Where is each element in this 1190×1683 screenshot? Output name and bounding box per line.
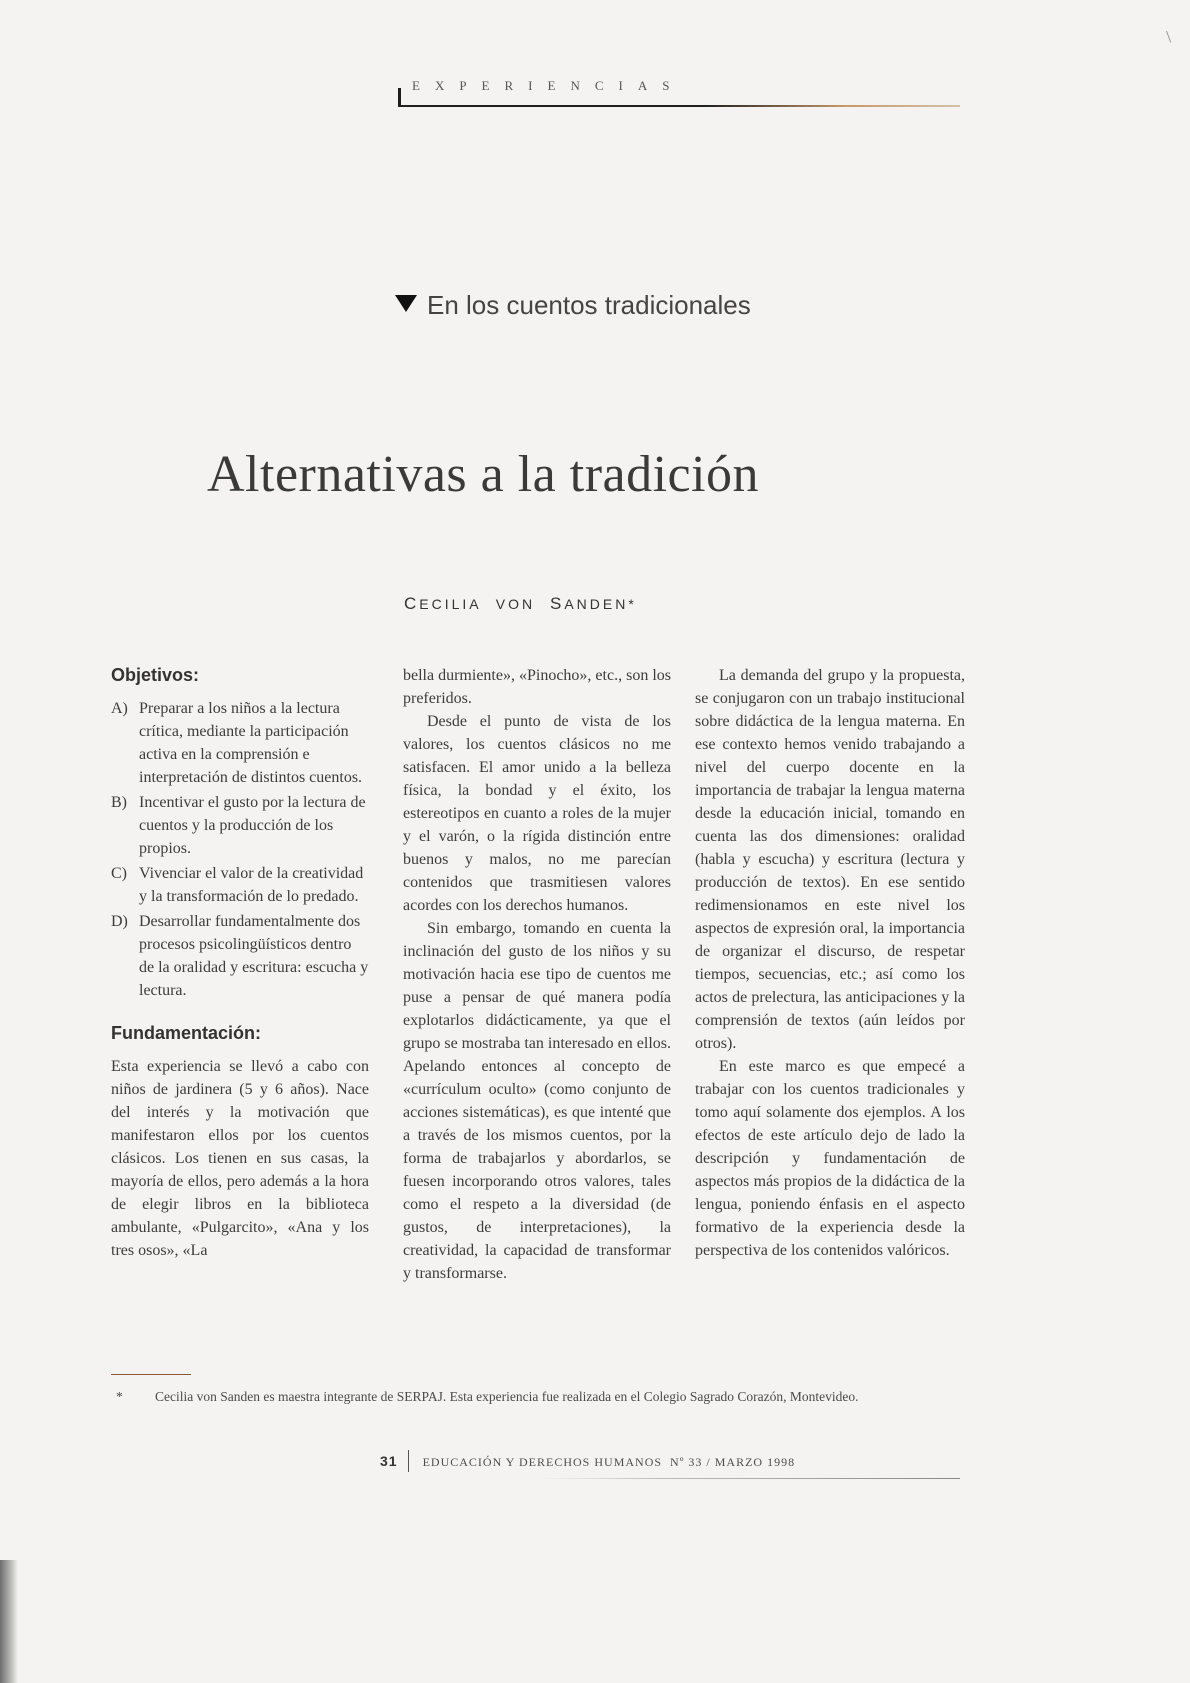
fundamentacion-heading: Fundamentación:	[111, 1023, 262, 1043]
fundamentacion-paragraph: Esta experiencia se llevó a cabo con niños de jardinera (5 y 6 años). Nace del interés y la motivación que manifestaron ellos por los cuentos clásicos. Los tienen en sus casas, la mayoría de ellos, pero además a la hora de elegir libros en la biblioteca ambulante, «Pulgarcito», «Ana y los tres osos», «La	[111, 1058, 369, 1259]
author-last: SANDEN	[550, 594, 629, 613]
footnote-rule	[111, 1374, 191, 1375]
author-particle: VON	[495, 596, 536, 612]
footnote	[111, 1388, 931, 1406]
scan-edge-shadow	[0, 1560, 18, 1683]
section-header	[398, 78, 960, 106]
column-1	[111, 664, 369, 1262]
author-mark: *	[628, 596, 637, 612]
author-line	[404, 594, 637, 614]
section-bar	[398, 88, 401, 106]
list-item: A) Preparar a los niños a la lectura crítica, mediante la participación activa en la comprensión e interpretación de distintos cuentos.	[111, 700, 363, 786]
publication-name: EDUCACIÓN Y DERECHOS HUMANOS	[422, 1455, 663, 1469]
objetivos-heading: Objetivos:	[111, 665, 200, 685]
section-label: EXPERIENCIAS	[412, 78, 685, 93]
subheading-text: En los cuentos tradicionales	[427, 290, 751, 320]
subheading	[395, 290, 751, 321]
paragraph: Desde el punto de vista de los valores, los cuentos clásicos no me satisfacen. El amor unido a la belleza física, la bondad y el éxito, los estereotipos en cuanto a roles de la mujer y el varón, o la rígida distinción entre buenos y malos, no me parecían contenidos que trasmitiesen valores acordes con los derechos humanos.	[403, 713, 671, 914]
objetivos-list	[111, 697, 369, 1002]
list-item: C) Vivenciar el valor de la creatividad y la transformación de lo predado.	[111, 865, 364, 905]
article-title: Alternativas a la tradición	[207, 446, 760, 503]
paragraph: La demanda del grupo y la propuesta, se conjugaron con un trabajo institucional sobre didáctica de la lengua materna. En ese contexto hemos venido trabajando a nivel del cuerpo docente en la importancia de trabajar la lengua materna desde la educación inicial, tomando en cuenta las dos dimensiones: oralidad (habla y escucha) y escritura (lectura y producción de textos). En ese sentido redimensionamos en este nivel los aspectos de expresión oral, la importancia de organizar el discurso, de respetar tiempos, secuencias, etc.; así como los actos de prelectura, las anticipaciones y la comprensión de textos (aún leídos por otros).	[695, 667, 965, 1052]
list-item: D) Desarrollar fundamentalmente dos procesos psicolingüísticos dentro de la oralidad y escritura: escucha y lectura.	[111, 913, 369, 999]
section-rule	[398, 105, 960, 107]
page-number: 31	[380, 1453, 398, 1469]
column-2	[403, 664, 671, 1285]
author-first: CECILIA	[404, 594, 481, 613]
list-item: B) Incentivar el gusto por la lectura de cuentos y la producción de los propios.	[111, 794, 366, 857]
triangle-down-icon	[395, 295, 417, 312]
footnote-text: Cecilia von Sanden es maestra integrante de SERPAJ. Esta experiencia fue realizada en el Colegio Sagrado Corazón, Montevideo.	[155, 1389, 859, 1404]
paragraph: En este marco es que empecé a trabajar con los cuentos tradicionales y tomo aquí solamente dos ejemplos. A los efectos de este artículo dejo de lado la descripción y fundamentación de aspectos más propios de la didáctica de la lengua, poniendo énfasis en el aspecto formativo de la experiencia desde la perspectiva de los contenidos valóricos.	[695, 1058, 965, 1259]
footer-divider	[408, 1450, 409, 1472]
page-footer	[380, 1450, 795, 1476]
column-3	[695, 664, 965, 1262]
footnote-mark: *	[116, 1389, 123, 1404]
issue-info: Nº 33 / MARZO 1998	[670, 1455, 796, 1469]
paragraph: bella durmiente», «Pinocho», etc., son los preferidos.	[403, 667, 671, 707]
bottom-rule	[540, 1478, 960, 1479]
paragraph: Sin embargo, tomando en cuenta la inclinación del gusto de los niños y su motivación hacia ese tipo de cuentos me puse a pensar de qué manera podía explotarlos didácticamente, ya que el grupo se mostraba tan interesado en ellos. Apelando entonces al concepto de «currículum oculto» (como conjunto de acciones sistemáticas), es que intenté que a través de los mismos cuentos, por la forma de trabajarlos y abordarlos, se fuesen incorporando otros valores, tales como el respeto a la diversidad (de gustos, de interpretaciones), la creatividad, la capacidad de transformar y transformarse.	[403, 920, 671, 1282]
scan-mark	[1166, 30, 1175, 43]
